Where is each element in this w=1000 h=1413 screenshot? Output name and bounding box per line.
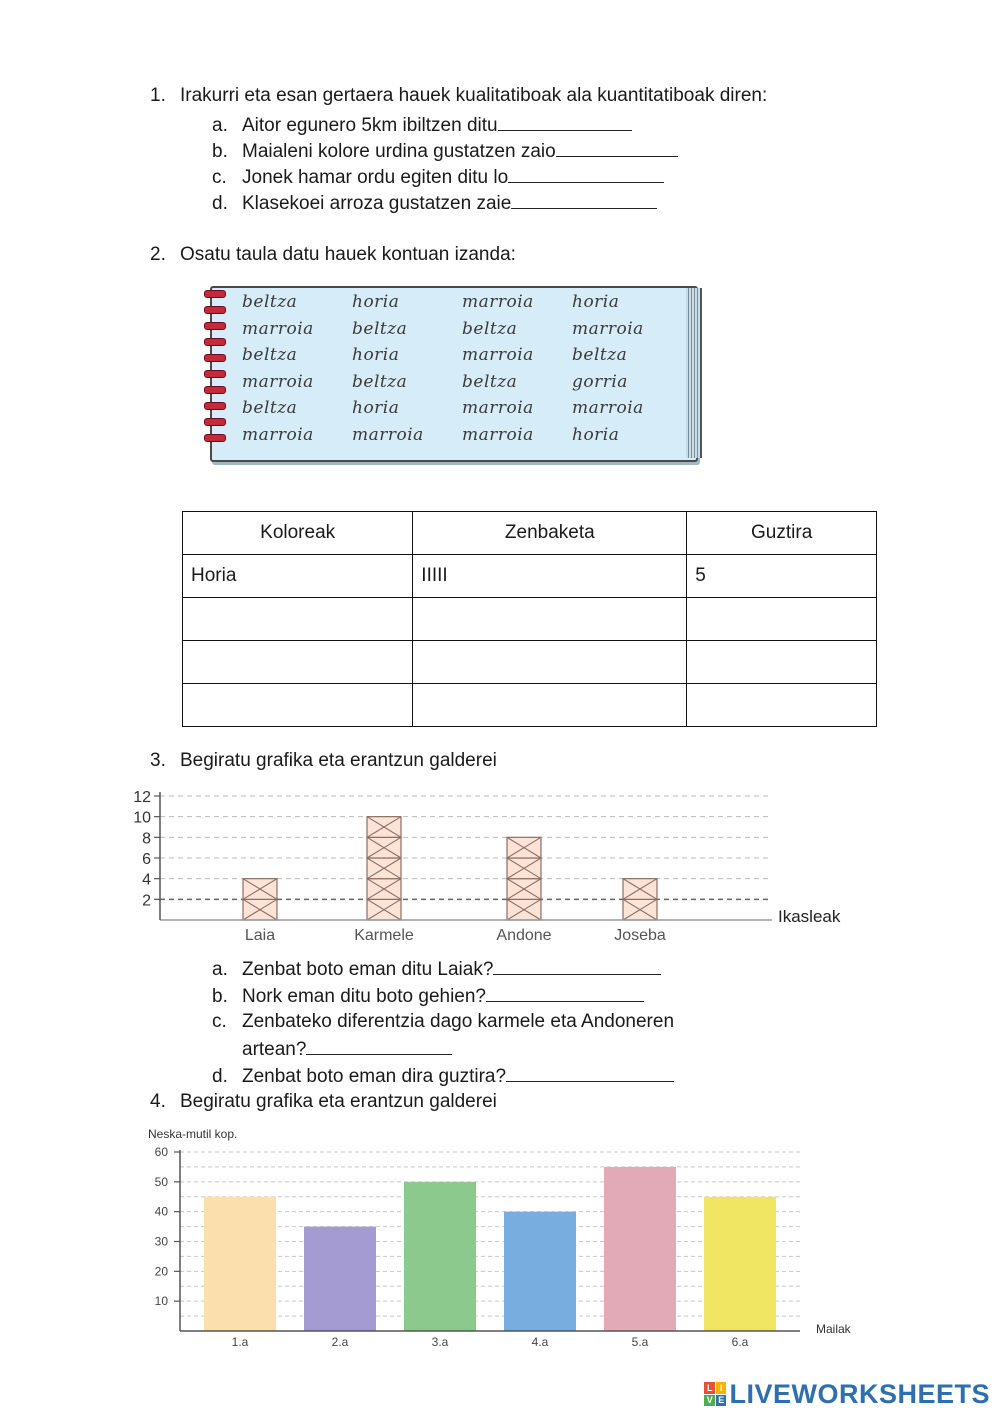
- table-row: [183, 598, 877, 641]
- spiral-ring: [204, 418, 226, 426]
- table-header: Guztira: [687, 512, 877, 555]
- bar-2a: [304, 1227, 376, 1331]
- bar-3a: [404, 1182, 476, 1331]
- notebook-image: [204, 282, 702, 462]
- answer-blank[interactable]: [498, 114, 632, 131]
- q3-item-b: b. Nork eman ditu boto gehien?: [212, 985, 644, 1008]
- table-cell-input[interactable]: [183, 598, 413, 641]
- y-tick-label: 8: [142, 830, 151, 848]
- table-cell-input[interactable]: [183, 684, 413, 727]
- notebook-word: marroia: [462, 424, 534, 445]
- y-tick-label: 40: [154, 1204, 168, 1219]
- y-tick-label: 30: [154, 1234, 168, 1249]
- y-tick-label: 6: [142, 851, 151, 868]
- notebook-word: horia: [352, 292, 400, 312]
- table-row: [183, 684, 877, 727]
- notebook-word: marroia: [462, 398, 534, 418]
- notebook-row: [242, 372, 682, 399]
- answer-blank[interactable]: [556, 140, 678, 157]
- question-number: 3.: [150, 750, 166, 771]
- notebook-word: beltza: [462, 318, 518, 339]
- answer-blank[interactable]: [493, 958, 661, 975]
- notebook-word: beltza: [572, 345, 628, 365]
- spiral-ring: [204, 354, 226, 362]
- y-axis-label: Neska-mutil kop.: [148, 1127, 238, 1141]
- x-axis-label: Ikasleak: [778, 907, 841, 926]
- q1-item-a: a. Aitor egunero 5km ibiltzen ditu: [212, 114, 632, 137]
- students-bar-chart: [140, 1122, 870, 1352]
- x-tick-label: Andone: [496, 927, 552, 944]
- answer-blank[interactable]: [306, 1038, 452, 1055]
- notebook-word: horia: [352, 345, 400, 365]
- question-2: [150, 244, 516, 266]
- notebook-data-grid: [242, 292, 682, 451]
- table-cell: 5: [687, 555, 877, 598]
- bar-1a: [204, 1197, 276, 1331]
- question-3: [150, 750, 497, 772]
- notebook-row: [242, 345, 682, 372]
- q1-item-d: d. Klasekoei arroza gustatzen zaie: [212, 192, 657, 215]
- notebook-word: marroia: [242, 318, 314, 339]
- notebook-word: marroia: [242, 424, 314, 445]
- bar-karmele: [367, 817, 401, 920]
- answer-blank[interactable]: [506, 1065, 674, 1082]
- table-cell-input[interactable]: [687, 641, 877, 684]
- question-text: Begiratu grafika eta erantzun galderei: [180, 750, 497, 771]
- spiral-ring: [204, 402, 226, 410]
- x-tick-label: Karmele: [354, 927, 414, 944]
- notebook-word: beltza: [242, 292, 298, 312]
- answer-blank[interactable]: [486, 985, 644, 1002]
- question-1: [150, 85, 767, 107]
- notebook-word: horia: [352, 398, 400, 418]
- table-cell-input[interactable]: [413, 684, 687, 727]
- question-4: [150, 1091, 497, 1113]
- bar-5a: [604, 1167, 676, 1331]
- y-tick-label: 20: [154, 1264, 168, 1279]
- answer-blank[interactable]: [508, 166, 664, 183]
- y-tick-label: 60: [154, 1145, 168, 1159]
- table-cell: IIIII: [413, 555, 687, 598]
- table-header: Zenbaketa: [413, 512, 687, 555]
- table-cell-input[interactable]: [687, 684, 877, 727]
- bar-4a: [504, 1212, 576, 1331]
- table-cell: Horia: [183, 555, 413, 598]
- x-axis-label: Mailak: [816, 1322, 851, 1336]
- x-tick-label: Joseba: [614, 927, 666, 944]
- table-cell-input[interactable]: [687, 598, 877, 641]
- table-cell-input[interactable]: [413, 598, 687, 641]
- spiral-ring: [204, 338, 226, 346]
- x-tick-label: 5.a: [631, 1335, 649, 1349]
- spiral-ring: [204, 322, 226, 330]
- notebook-word: beltza: [352, 371, 408, 392]
- x-tick-label: 6.a: [731, 1335, 749, 1349]
- notebook-word: beltza: [352, 318, 408, 339]
- notebook-page-edges: [686, 288, 702, 458]
- y-tick-label: 10: [154, 1294, 168, 1309]
- x-tick-label: 2.a: [331, 1335, 349, 1349]
- bar-andone: [507, 837, 541, 920]
- colors-table: [182, 511, 877, 727]
- notebook-row: [242, 292, 682, 319]
- y-tick-label: 12: [133, 789, 151, 806]
- q1-item-c: c. Jonek hamar ordu egiten ditu lo: [212, 166, 664, 189]
- y-tick-label: 50: [154, 1174, 168, 1189]
- table-row: [183, 641, 877, 684]
- y-tick-label: 10: [133, 809, 151, 827]
- table-cell-input[interactable]: [183, 641, 413, 684]
- spiral-ring: [204, 386, 226, 394]
- table-row: [183, 555, 877, 598]
- q3-item-c: c. Zenbateko diferentzia dago karmele eta Andoneren: [212, 1011, 675, 1032]
- notebook-word: marroia: [572, 398, 644, 418]
- notebook-word: gorria: [572, 371, 628, 392]
- question-number: 4.: [150, 1091, 166, 1112]
- notebook-word: horia: [572, 424, 620, 445]
- spiral-ring: [204, 290, 226, 298]
- x-tick-label: 3.a: [431, 1335, 449, 1349]
- bar-laia: [243, 879, 277, 920]
- q1-item-b: b. Maialeni kolore urdina gustatzen zaio: [212, 140, 678, 163]
- question-text: Begiratu grafika eta erantzun galderei: [180, 1091, 497, 1112]
- spiral-ring: [204, 306, 226, 314]
- y-tick-label: 4: [142, 871, 151, 889]
- notebook-word: beltza: [242, 398, 298, 418]
- logo-badge: L I V E: [704, 1382, 726, 1406]
- notebook-word: marroia: [462, 345, 534, 365]
- notebook-row: [242, 398, 682, 425]
- answer-blank[interactable]: [511, 192, 657, 209]
- q3-item-d: d. Zenbat boto eman dira guztira?: [212, 1065, 674, 1088]
- table-header-row: [183, 512, 877, 555]
- question-number: 2.: [150, 244, 166, 265]
- notebook-row: [242, 425, 682, 452]
- notebook-word: beltza: [462, 371, 518, 392]
- notebook-word: beltza: [242, 345, 298, 365]
- bar-joseba: [623, 879, 657, 920]
- y-tick-label: 2: [142, 892, 151, 910]
- q3-item-a: a. Zenbat boto eman ditu Laiak?: [212, 958, 661, 981]
- notebook-word: marroia: [462, 292, 534, 312]
- liveworksheets-logo: L I V E LIVEWORKSHEETS: [704, 1379, 990, 1409]
- question-text: Osatu taula datu hauek kontuan izanda:: [180, 244, 516, 265]
- notebook-word: marroia: [242, 371, 314, 392]
- x-tick-label: 1.a: [231, 1335, 249, 1349]
- question-number: 1.: [150, 85, 166, 106]
- q3-item-c-continued: artean?: [242, 1038, 452, 1061]
- notebook-row: [242, 319, 682, 346]
- notebook-word: marroia: [352, 424, 424, 445]
- x-tick-label: 4.a: [531, 1335, 549, 1349]
- spiral-ring: [204, 434, 226, 442]
- x-tick-label: Laia: [244, 927, 276, 944]
- notebook-word: marroia: [572, 318, 644, 339]
- notebook-word: horia: [572, 292, 620, 312]
- table-header: Koloreak: [183, 512, 413, 555]
- table-cell-input[interactable]: [413, 641, 687, 684]
- question-text: Irakurri eta esan gertaera hauek kualitatiboak ala kuantitatiboak diren:: [180, 85, 768, 106]
- spiral-ring: [204, 370, 226, 378]
- bar-6a: [704, 1197, 776, 1331]
- votes-pictograph-chart: [120, 782, 860, 950]
